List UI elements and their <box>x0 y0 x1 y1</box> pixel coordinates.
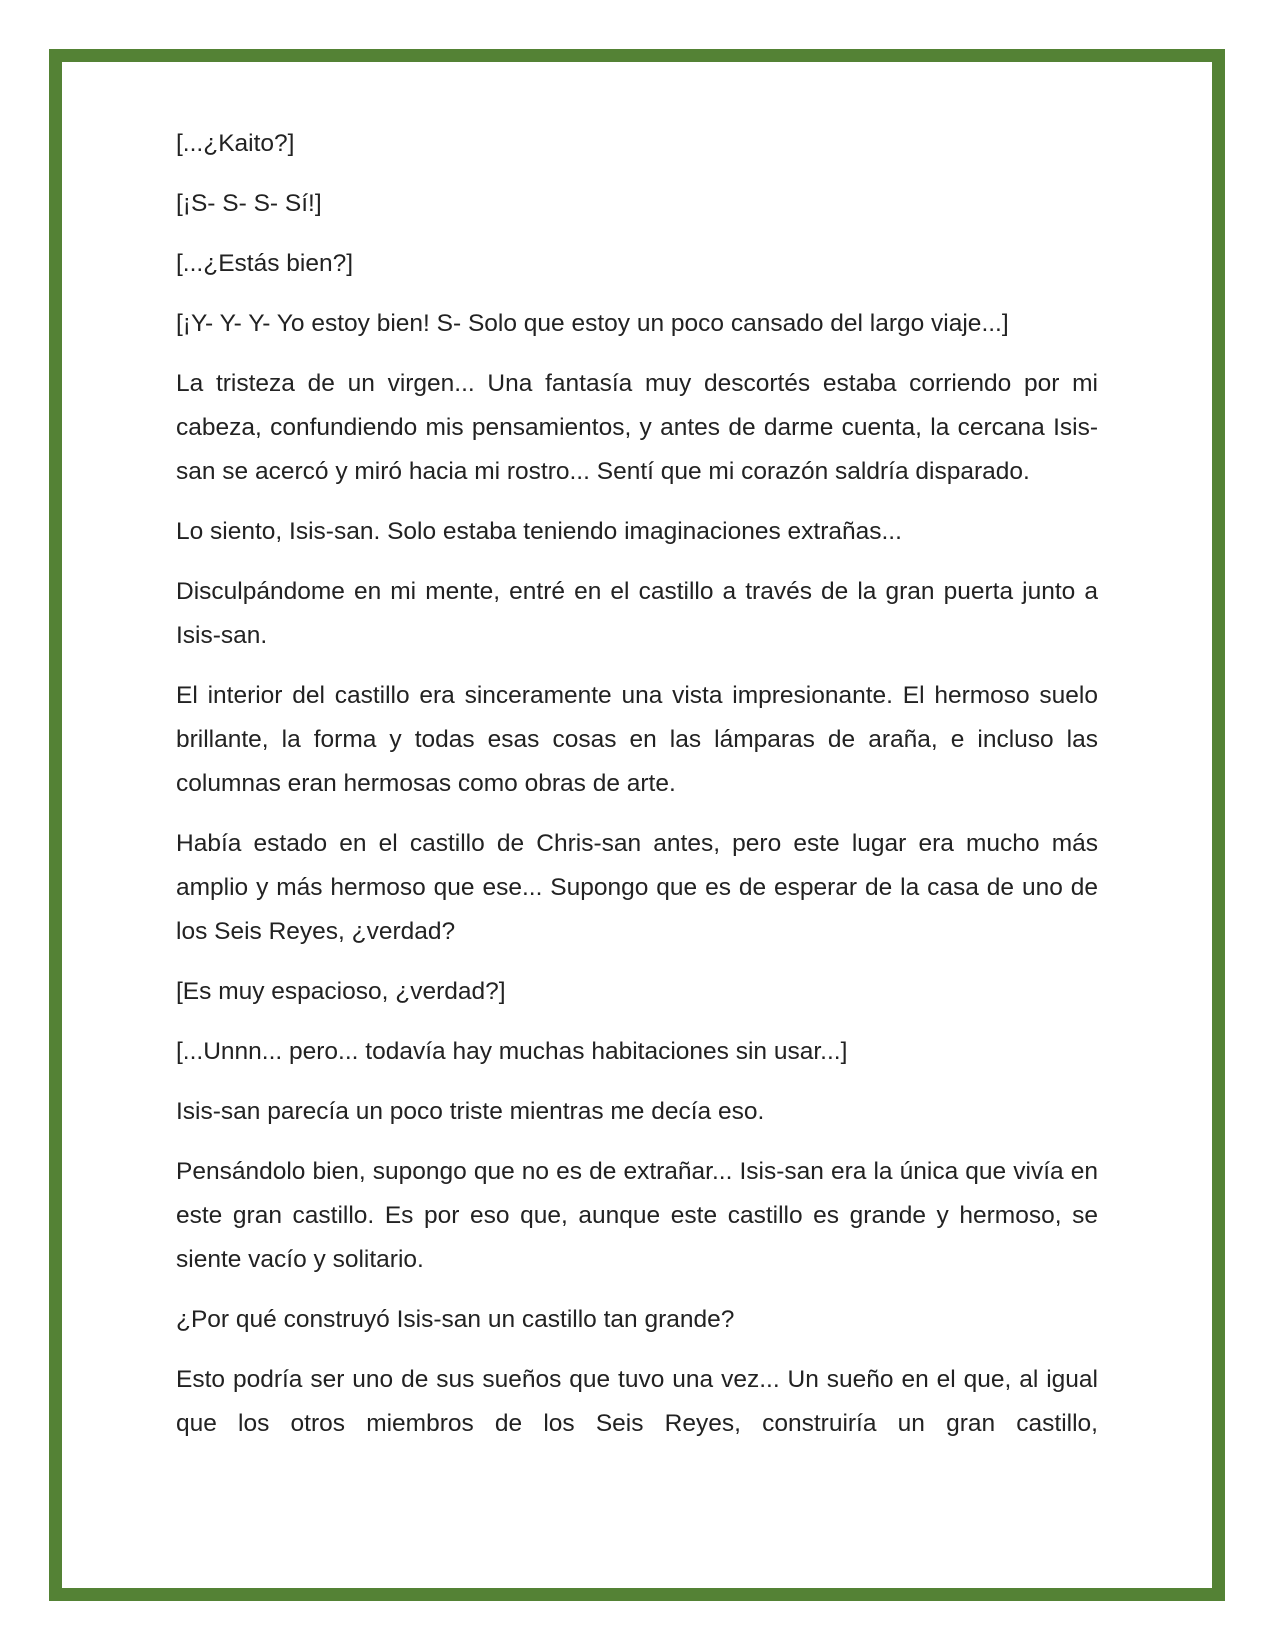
narration-paragraph: ¿Por qué construyó Isis-san un castillo tan grande? <box>176 1306 735 1333</box>
narration-paragraph: Disculpándome en mi mente, entré en el castillo a través de la gran puerta junto a Isis-san. <box>176 578 1098 649</box>
narration-paragraph: Esto podría ser uno de sus sueños que tuvo una vez... Un sueño en el que, al igual que los otros miembros de los Seis Reyes, construiría un gran castillo, <box>176 1366 1098 1437</box>
document-body <box>176 122 1098 1462</box>
dialogue-line: [Es muy espacioso, ¿verdad?] <box>176 978 506 1005</box>
dialogue-line: [...Unnn... pero... todavía hay muchas habitaciones sin usar...] <box>176 1038 848 1065</box>
narration-paragraph: Isis-san parecía un poco triste mientras me decía eso. <box>176 1098 765 1125</box>
dialogue-line: [...¿Estás bien?] <box>176 250 354 277</box>
narration-paragraph: Lo siento, Isis-san. Solo estaba teniendo imaginaciones extrañas... <box>176 518 902 545</box>
dialogue-line: [¡Y- Y- Y- Yo estoy bien! S- Solo que estoy un poco cansado del largo viaje...] <box>176 310 1009 337</box>
narration-paragraph: La tristeza de un virgen... Una fantasía muy descortés estaba corriendo por mi cabeza, confundiendo mis pensamientos, y antes de darme cuenta, la cercana Isis-san se acercó y miró hacia mi rostro... Sentí que mi corazón saldría disparado. <box>176 370 1098 485</box>
dialogue-line: [...¿Kaito?] <box>176 130 295 157</box>
narration-paragraph: Pensándolo bien, supongo que no es de extrañar... Isis-san era la única que vivía en este gran castillo. Es por eso que, aunque este castillo es grande y hermoso, se siente vacío y solitario. <box>176 1158 1098 1273</box>
narration-paragraph: El interior del castillo era sinceramente una vista impresionante. El hermoso suelo brillante, la forma y todas esas cosas en las lámparas de araña, e incluso las columnas eran hermosas como obras de arte. <box>176 682 1098 797</box>
dialogue-line: [¡S- S- S- Sí!] <box>176 190 322 217</box>
narration-paragraph: Había estado en el castillo de Chris-san antes, pero este lugar era mucho más amplio y más hermoso que ese... Supongo que es de esperar de la casa de uno de los Seis Reyes, ¿verdad? <box>176 830 1098 945</box>
